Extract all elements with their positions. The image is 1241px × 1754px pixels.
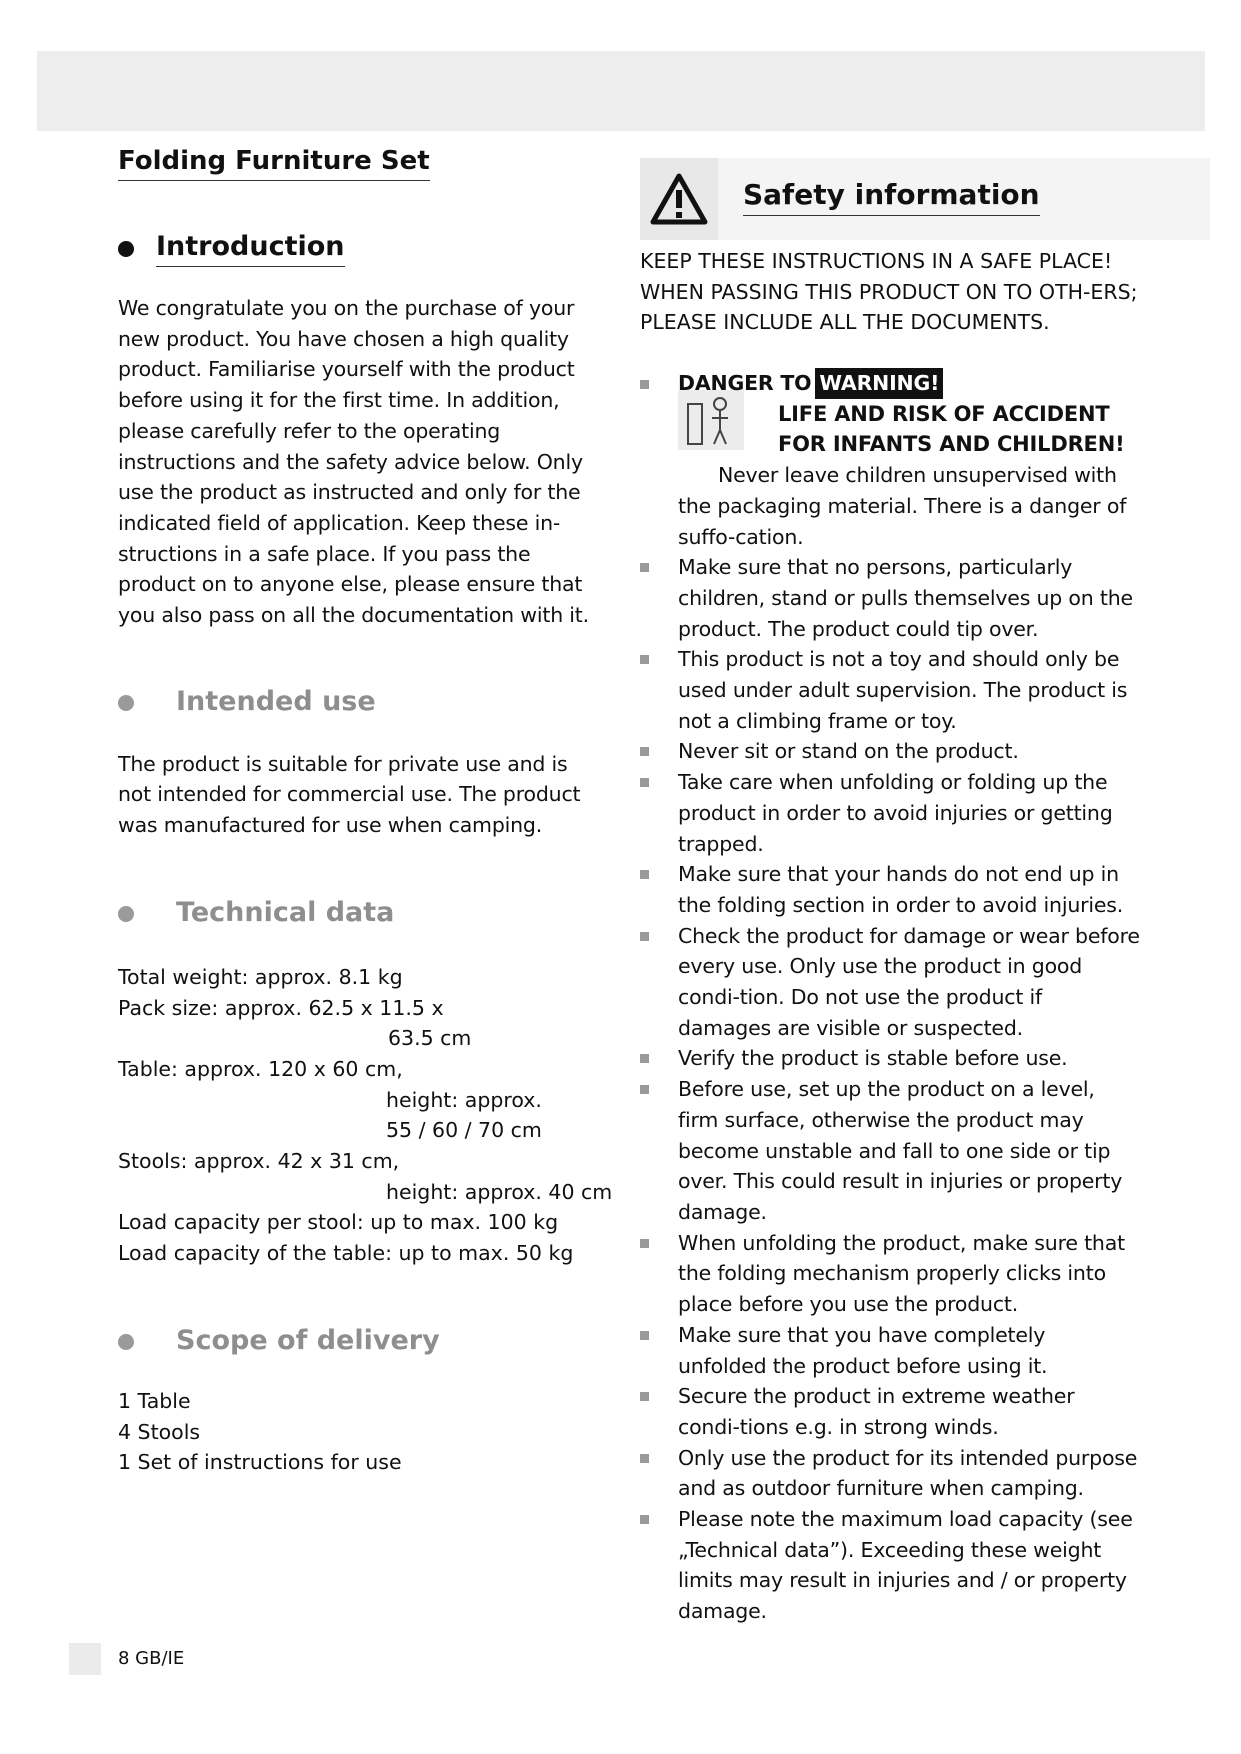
scope-item: 4 Stools [118,1419,201,1444]
safety-bullet [640,1228,1140,1320]
bullet-square-icon [640,1331,649,1340]
document-title: Folding Furniture Set [118,146,430,181]
safety-bullet [640,859,1140,920]
bullet-dot-icon [118,906,134,922]
safety-bullet-text: Only use the product for its intended purpose and as outdoor furniture when camping. [678,1445,1138,1501]
section-technical-data-heading [118,897,618,932]
safety-bullet [640,736,1140,767]
safety-bullet [640,921,1140,1044]
tech-total-weight: Total weight: approx. 8.1 kg [118,964,403,989]
safety-title: Safety information [743,178,1040,216]
tech-pack-size-cont: 63.5 cm [388,1026,472,1051]
safety-bullet-text: Never sit or stand on the product. [678,739,1019,764]
page-header-band [37,51,1205,131]
bullet-square-icon [640,380,649,389]
bullet-square-icon [640,870,649,879]
danger-sub-1: LIFE AND RISK OF ACCIDENT [778,401,1110,426]
bullet-square-icon [640,1392,649,1401]
safety-bullet-text: Please note the maximum load capacity (see „Technical data”). Exceeding these weight limits may result in injuries and / or property damage. [678,1507,1133,1624]
safety-bullet [640,644,1140,736]
safety-bullet-text: When unfolding the product, make sure that the folding mechanism properly clicks into place before you use the product. [678,1230,1125,1317]
scope-list [118,1386,618,1478]
introduction-text: We congratulate you on the purchase of your new product. You have chosen a high quality product. Familiarise yourself with the product before using it for the first time. In addition, please carefully refer to the operating instructions and the safety advice below. Only use the product as instructed and only for the indicated field of application. Keep these in-structions in a safe place. If you pass the product on to anyone else, please ensure that you also pass on all the documentation with it. [118,296,589,628]
safety-bullet [640,767,1140,859]
bullet-square-icon [640,1239,649,1248]
tech-table-height-values: 55 / 60 / 70 cm [386,1118,542,1143]
section-intended-use-heading [118,686,618,721]
bullet-square-icon [640,932,649,941]
tech-pack-size: Pack size: approx. 62.5 x 11.5 x [118,995,444,1020]
danger-label: DANGER TO [678,371,812,395]
section-introduction-heading [118,231,618,267]
bullet-square-icon [640,563,649,572]
bullet-square-icon [640,778,649,787]
bullet-dot-icon [118,1334,134,1350]
safety-bullet-text: Secure the product in extreme weather condi-tions e.g. in strong winds. [678,1384,1075,1439]
safety-bullet-text: This product is not a toy and should only be used under adult supervision. The product is not a climbing frame or toy. [678,647,1128,733]
intended-use-text: The product is suitable for private use and is not intended for commercial use. The product was manufactured for use when camping. [118,751,581,838]
technical-data-title: Technical data [176,896,395,928]
bullet-square-icon [640,1515,649,1524]
warning-triangle-icon [640,158,718,240]
safety-bullet [640,1381,1140,1442]
page-number: 8 GB/IE [118,1648,185,1669]
intended-use-title: Intended use [176,685,376,717]
technical-data-list [118,962,618,1269]
section-scope-heading [118,1325,618,1360]
tech-table: Table: approx. 120 x 60 cm, [118,1056,403,1081]
bullet-dot-icon [118,241,134,257]
safety-bullet [640,1043,1140,1074]
safety-bullet-text: Make sure that your hands do not end up in the folding section in order to avoid injuries. [678,862,1124,917]
keep-instructions-notice: KEEP THESE INSTRUCTIONS IN A SAFE PLACE! WHEN PASSING THIS PRODUCT ON TO OTH-ERS; PLEASE INCLUDE ALL THE DOCUMENTS. [640,249,1138,335]
warning-label: WARNING! [815,368,943,399]
safety-bullet-text: Check the product for damage or wear before every use. Only use the product in good condi-tion. Do not use the product if damages are visible or suspected. [678,923,1140,1040]
bullet-square-icon [640,1054,649,1063]
safety-bullet-text: Before use, set up the product on a level, firm surface, otherwise the product may become unstable and fall to one side or tip over. This could result in injuries or property damage. [678,1077,1123,1224]
safety-bullet [640,1443,1140,1504]
safety-bullet-text: Verify the product is stable before use. [678,1046,1068,1071]
safety-bullet [640,552,1140,644]
bullet-square-icon [640,655,649,664]
danger-text: Never leave children unsupervised with the packaging material. There is a danger of suffo-cation. [678,463,1127,549]
tech-load-table: Load capacity of the table: up to max. 50 kg [118,1241,574,1266]
safety-bullet-text: Make sure that you have completely unfolded the product before using it. [678,1322,1048,1378]
child-warning-icon [678,390,744,450]
tech-load-stool: Load capacity per stool: up to max. 100 kg [118,1210,559,1235]
scope-title: Scope of delivery [176,1324,440,1356]
safety-bullet [640,1504,1140,1627]
scope-item: 1 Set of instructions for use [118,1450,402,1475]
danger-heading [678,368,1140,399]
bullet-square-icon [640,1454,649,1463]
introduction-title: Introduction [156,231,345,267]
bullet-square-icon [640,747,649,756]
bullet-dot-icon [118,695,134,711]
safety-bullet [640,1320,1140,1381]
safety-bullet [640,1074,1140,1228]
scope-item: 1 Table [118,1388,191,1413]
tech-stools-height: height: approx. 40 cm [386,1179,613,1204]
left-column [118,146,618,1478]
safety-bullet-text: Take care when unfolding or folding up the product in order to avoid injuries or getting trapped. [678,770,1113,856]
safety-bullet-text: Make sure that no persons, particularly children, stand or pulls themselves up on the product. The product could tip over. [678,555,1133,641]
footer-marker [69,1643,101,1675]
danger-sub-2: FOR INFANTS AND CHILDREN! [778,432,1125,457]
tech-stools: Stools: approx. 42 x 31 cm, [118,1149,400,1174]
safety-bullet-list [640,368,1140,1627]
tech-table-height: height: approx. [386,1087,542,1112]
danger-bullet [640,368,1140,552]
bullet-square-icon [640,1085,649,1094]
